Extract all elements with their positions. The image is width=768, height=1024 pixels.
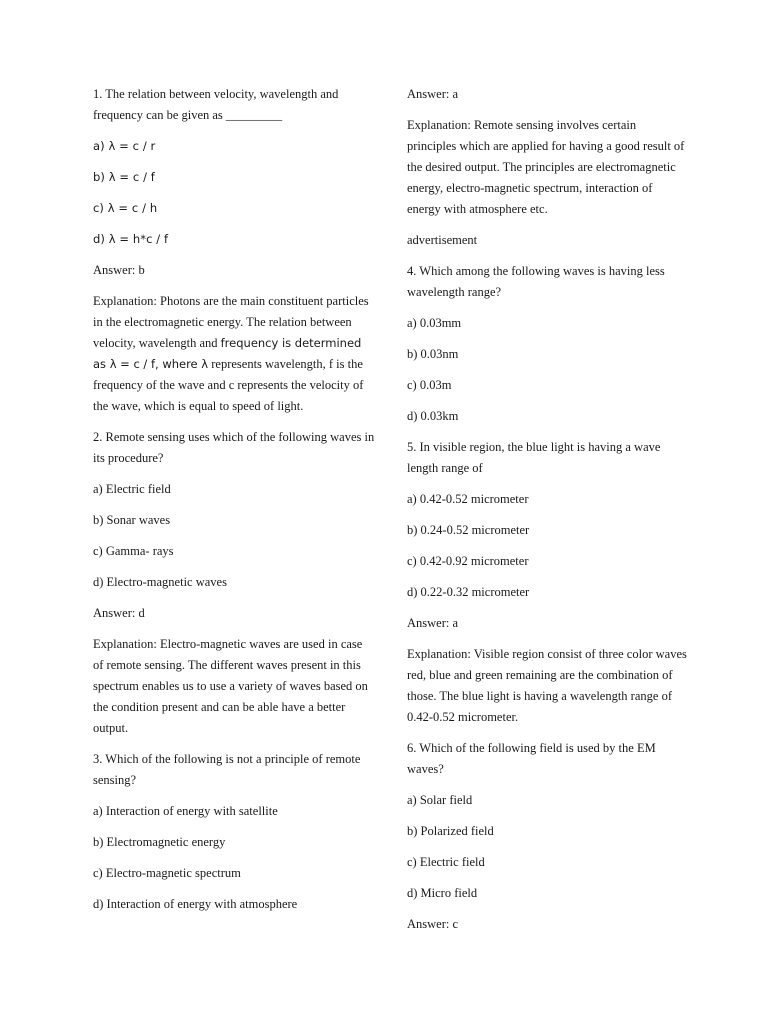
q1-answer: Answer: b <box>93 263 145 277</box>
q5-option-d: d) 0.22-0.32 micrometer <box>407 585 530 599</box>
q6-answer: Answer: c <box>407 917 459 931</box>
q5-option-c: c) 0.42-0.92 micrometer <box>407 554 529 568</box>
left-column <box>93 84 375 925</box>
q6-question: 6. Which of the following field is used by the EM waves? <box>407 741 656 776</box>
q4-option-d: d) 0.03km <box>407 409 459 423</box>
q1-explanation-part2: represents wavelength, f is the frequency of the wave and c represents the velocity of the wave, which is equal to speed of light. <box>93 357 364 413</box>
q5-explanation: Explanation: Visible region consist of three color waves red, blue and green remaining are the combination of those. The blue light is having a wavelength range of 0.42-0.52 micrometer. <box>407 647 687 724</box>
q5-answer: Answer: a <box>407 616 459 630</box>
q3-option-a: a) Interaction of energy with satellite <box>93 804 278 818</box>
q4-option-a: a) 0.03mm <box>407 316 462 330</box>
q2-question: 2. Remote sensing uses which of the following waves in its procedure? <box>93 430 375 465</box>
q6-option-c: c) Electric field <box>407 855 485 869</box>
q2-option-c: c) Gamma- rays <box>93 544 174 558</box>
q1-option-a: a) λ = c / r <box>93 139 156 153</box>
q1-explanation <box>93 291 375 417</box>
q1-option-b: b) λ = c / f <box>93 170 155 184</box>
q6-option-b: b) Polarized field <box>407 824 494 838</box>
q3-option-d: d) Interaction of energy with atmosphere <box>93 897 298 911</box>
q1-explanation-formula: frequency is determined as λ = c / f, where λ <box>93 336 362 371</box>
q3-question: 3. Which of the following is not a principle of remote sensing? <box>93 752 361 787</box>
q5-question: 5. In visible region, the blue light is having a wave length range of <box>407 440 661 475</box>
q1-option-c: c) λ = c / h <box>93 201 158 215</box>
q4-option-b: b) 0.03nm <box>407 347 459 361</box>
right-column <box>407 84 687 945</box>
q2-answer: Answer: d <box>93 606 145 620</box>
q3-option-c: c) Electro-magnetic spectrum <box>93 866 241 880</box>
q3-explanation: Explanation: Remote sensing involves certain principles which are applied for having a good result of the desired output. The principles are electromagnetic energy, electro-magnetic spectrum, interaction of energy with atmosphere etc. <box>407 118 685 216</box>
q3-answer: Answer: a <box>407 87 459 101</box>
advertisement-label: advertisement <box>407 233 478 247</box>
q2-option-b: b) Sonar waves <box>93 513 171 527</box>
q2-option-d: d) Electro-magnetic waves <box>93 575 227 589</box>
q1-explanation-part1: Explanation: Photons are the main constituent particles in the electromagnetic energy. The relation between velocity, wavelength and <box>93 294 369 350</box>
q6-option-a: a) Solar field <box>407 793 473 807</box>
q5-option-b: b) 0.24-0.52 micrometer <box>407 523 530 537</box>
q1-question: 1. The relation between velocity, wavelength and frequency can be given as _________ <box>93 87 339 122</box>
q4-question: 4. Which among the following waves is having less wavelength range? <box>407 264 665 299</box>
q6-option-d: d) Micro field <box>407 886 478 900</box>
q2-option-a: a) Electric field <box>93 482 171 496</box>
q5-option-a: a) 0.42-0.52 micrometer <box>407 492 529 506</box>
q1-option-d: d) λ = h*c / f <box>93 232 169 246</box>
q4-option-c: c) 0.03m <box>407 378 452 392</box>
q2-explanation: Explanation: Electro-magnetic waves are used in case of remote sensing. The different waves present in this spectrum enables us to use a variety of waves based on the condition present and can be able have a better output. <box>93 637 368 735</box>
q3-option-b: b) Electromagnetic energy <box>93 835 226 849</box>
